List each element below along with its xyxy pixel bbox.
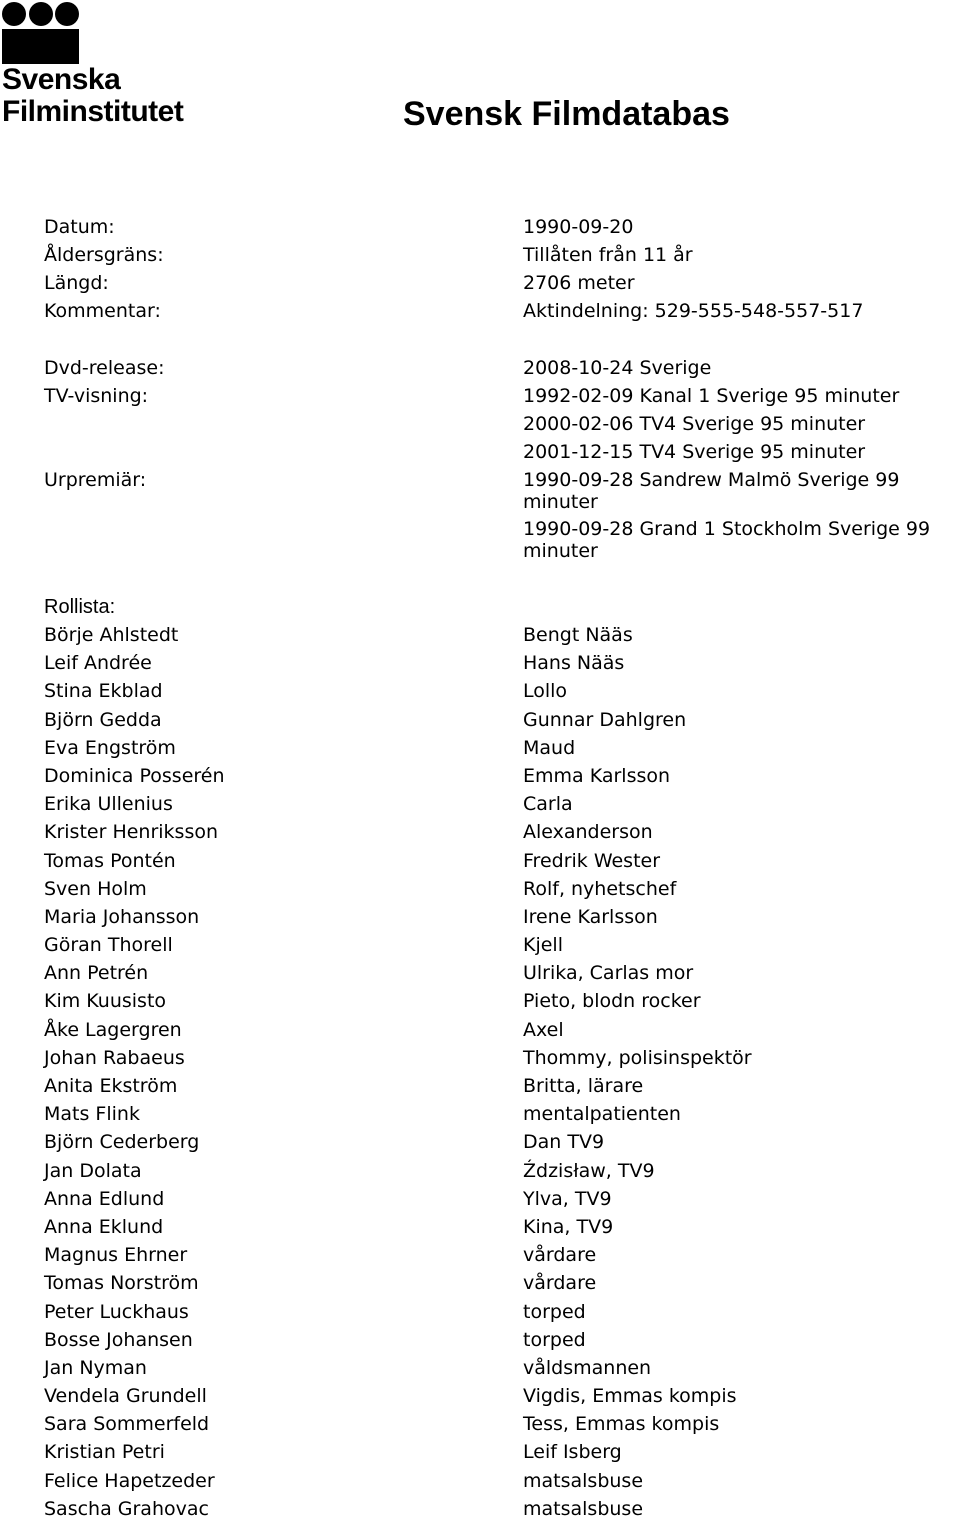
cast-row (0, 1131, 960, 1159)
cast-role: Kina, TV9 (523, 1215, 614, 1238)
info-value: 1990-09-28 Grand 1 Stockholm Sverige 99 minuter (523, 518, 931, 562)
cast-row (0, 1216, 960, 1244)
cast-actor: Börje Ahlstedt (44, 624, 179, 646)
info-label: Dvd-release: (44, 357, 165, 379)
info-value: 1990-09-28 Sandrew Malmö Sverige 99 minuter (523, 469, 900, 513)
cast-role: Leif Isberg (523, 1441, 622, 1464)
cast-role: mentalpatienten (523, 1103, 681, 1126)
cast-row (0, 1103, 960, 1131)
cast-role: Axel (523, 1018, 564, 1041)
cast-role: Carla (523, 793, 573, 816)
cast-actor: Kristian Petri (44, 1441, 165, 1464)
cast-row (0, 765, 960, 793)
info-label: Urpremiär: (44, 469, 147, 491)
cast-role: Rolf, nyhetschef (523, 877, 677, 900)
cast-row (0, 1075, 960, 1103)
info-value: Tillåten från 11 år (523, 244, 693, 266)
cast-list (0, 624, 960, 1526)
cast-actor: Anna Eklund (44, 1215, 164, 1238)
svenska-filminstitutet-logo (0, 0, 210, 132)
cast-actor: Johan Rabaeus (44, 1046, 185, 1069)
cast-actor: Erika Ullenius (44, 793, 173, 816)
info-value: 1992-02-09 Kanal 1 Sverige 95 minuter (523, 385, 900, 407)
info-value: Aktindelning: 529-555-548-557-517 (523, 300, 864, 322)
cast-row (0, 878, 960, 906)
cast-row (0, 821, 960, 849)
cast-role: Hans Nääs (523, 652, 625, 675)
cast-row (0, 990, 960, 1018)
cast-actor: Sven Holm (44, 877, 147, 900)
cast-actor: Björn Gedda (44, 708, 162, 731)
cast-role: Maud (523, 736, 576, 759)
cast-role: Thommy, polisinspektör (523, 1046, 752, 1069)
cast-row (0, 1188, 960, 1216)
logo-text-line2: Filminstitutet (2, 95, 184, 128)
cast-role: Bengt Nääs (523, 624, 633, 646)
cast-actor: Göran Thorell (44, 934, 173, 957)
cast-row (0, 934, 960, 962)
cast-row (0, 1272, 960, 1300)
cast-actor: Felice Hapetzeder (44, 1469, 215, 1492)
cast-role: Irene Karlsson (523, 905, 658, 928)
cast-role: Lollo (523, 680, 568, 703)
cast-actor: Peter Luckhaus (44, 1300, 189, 1323)
cast-role: Dan TV9 (523, 1131, 605, 1154)
cast-actor: Anna Edlund (44, 1187, 165, 1210)
info-value: 2008-10-24 Sverige (523, 357, 712, 379)
cast-role: våldsmannen (523, 1356, 652, 1379)
cast-actor: Mats Flink (44, 1103, 140, 1126)
cast-role: Emma Karlsson (523, 764, 671, 787)
page-title: Svensk Filmdatabas (403, 95, 730, 133)
cast-actor: Eva Engström (44, 736, 176, 759)
cast-role: torped (523, 1328, 586, 1351)
cast-actor: Jan Dolata (44, 1159, 142, 1182)
cast-row (0, 1357, 960, 1385)
cast-role: Kjell (523, 934, 563, 957)
cast-actor: Björn Cederberg (44, 1131, 200, 1154)
cast-role: Britta, lärare (523, 1075, 644, 1097)
cast-row (0, 1329, 960, 1357)
info-value: 2706 meter (523, 272, 635, 294)
cast-actor: Tomas Pontén (44, 849, 176, 872)
cast-row (0, 1244, 960, 1272)
info-value: 2000-02-06 TV4 Sverige 95 minuter (523, 413, 866, 435)
cast-actor: Leif Andrée (44, 652, 152, 675)
logo-dot (55, 2, 79, 26)
cast-row (0, 1047, 960, 1075)
cast-role: Vigdis, Emmas kompis (523, 1385, 737, 1408)
cast-actor: Dominica Posserén (44, 764, 225, 787)
cast-heading: Rollista: (44, 596, 116, 618)
cast-actor: Stina Ekblad (44, 680, 163, 703)
cast-role: Alexanderson (523, 821, 653, 844)
cast-role: Gunnar Dahlgren (523, 708, 687, 731)
cast-role: vårdare (523, 1272, 597, 1295)
cast-actor: Jan Nyman (44, 1356, 147, 1379)
cast-row (0, 962, 960, 990)
cast-row (0, 1441, 960, 1469)
cast-role: Ulrika, Carlas mor (523, 962, 694, 985)
cast-role: Ylva, TV9 (523, 1187, 612, 1210)
cast-actor: Ann Petrén (44, 962, 149, 985)
cast-actor: Vendela Grundell (44, 1385, 207, 1408)
info-label: Kommentar: (44, 300, 161, 322)
cast-actor: Magnus Ehrner (44, 1244, 188, 1267)
logo-block (2, 29, 79, 64)
cast-role: vårdare (523, 1244, 597, 1267)
cast-row (0, 1470, 960, 1498)
cast-row (0, 1385, 960, 1413)
cast-row (0, 793, 960, 821)
cast-row (0, 906, 960, 934)
cast-actor: Maria Johansson (44, 905, 200, 928)
cast-actor: Krister Henriksson (44, 821, 219, 844)
cast-actor: Anita Ekström (44, 1075, 178, 1097)
cast-row (0, 1160, 960, 1188)
cast-actor: Sascha Grahovac (44, 1497, 209, 1520)
cast-role: Ździsław, TV9 (523, 1159, 655, 1182)
info-label: Längd: (44, 272, 109, 294)
cast-role: Fredrik Wester (523, 849, 661, 872)
cast-role: Tess, Emmas kompis (523, 1413, 720, 1436)
cast-row (0, 1498, 960, 1526)
logo-dot (29, 2, 53, 26)
info-label: TV-visning: (44, 385, 149, 407)
cast-row (0, 850, 960, 878)
cast-role: torped (523, 1300, 586, 1323)
cast-actor: Åke Lagergren (44, 1018, 182, 1041)
cast-row (0, 1413, 960, 1441)
cast-row (0, 1019, 960, 1047)
cast-actor: Tomas Norström (44, 1272, 199, 1295)
cast-actor: Sara Sommerfeld (44, 1413, 210, 1436)
logo-dot (2, 2, 26, 26)
info-label: Datum: (44, 216, 115, 238)
cast-row (0, 737, 960, 765)
cast-role: matsalsbuse (523, 1497, 644, 1520)
info-value: 2001-12-15 TV4 Sverige 95 minuter (523, 441, 866, 463)
info-value: 1990-09-20 (523, 216, 634, 238)
logo-text-line1: Svenska (2, 63, 121, 96)
cast-row (0, 709, 960, 737)
cast-row (0, 624, 960, 652)
cast-role: matsalsbuse (523, 1469, 644, 1492)
cast-row (0, 680, 960, 708)
cast-row (0, 652, 960, 680)
info-label: Åldersgräns: (44, 244, 164, 266)
cast-actor: Bosse Johansen (44, 1328, 193, 1351)
cast-role: Pieto, blodn rocker (523, 990, 701, 1013)
cast-actor: Kim Kuusisto (44, 990, 167, 1013)
cast-row (0, 1301, 960, 1329)
